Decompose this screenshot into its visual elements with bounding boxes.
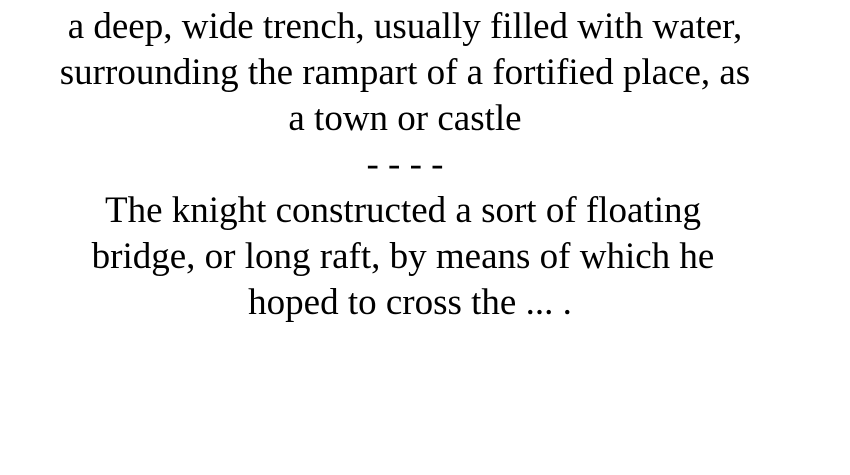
- definition-line: a deep, wide trench, usually filled with water,: [67, 6, 743, 47]
- separator: - - - -: [366, 144, 444, 185]
- example-line: The knight constructed a sort of floating: [105, 190, 701, 231]
- example-line: bridge, or long raft, by means of which he: [91, 236, 715, 277]
- definition-line: a town or castle: [288, 98, 522, 139]
- example-line: hoped to cross the ... .: [248, 282, 572, 323]
- definition-line: surrounding the rampart of a fortified place, as: [59, 52, 751, 93]
